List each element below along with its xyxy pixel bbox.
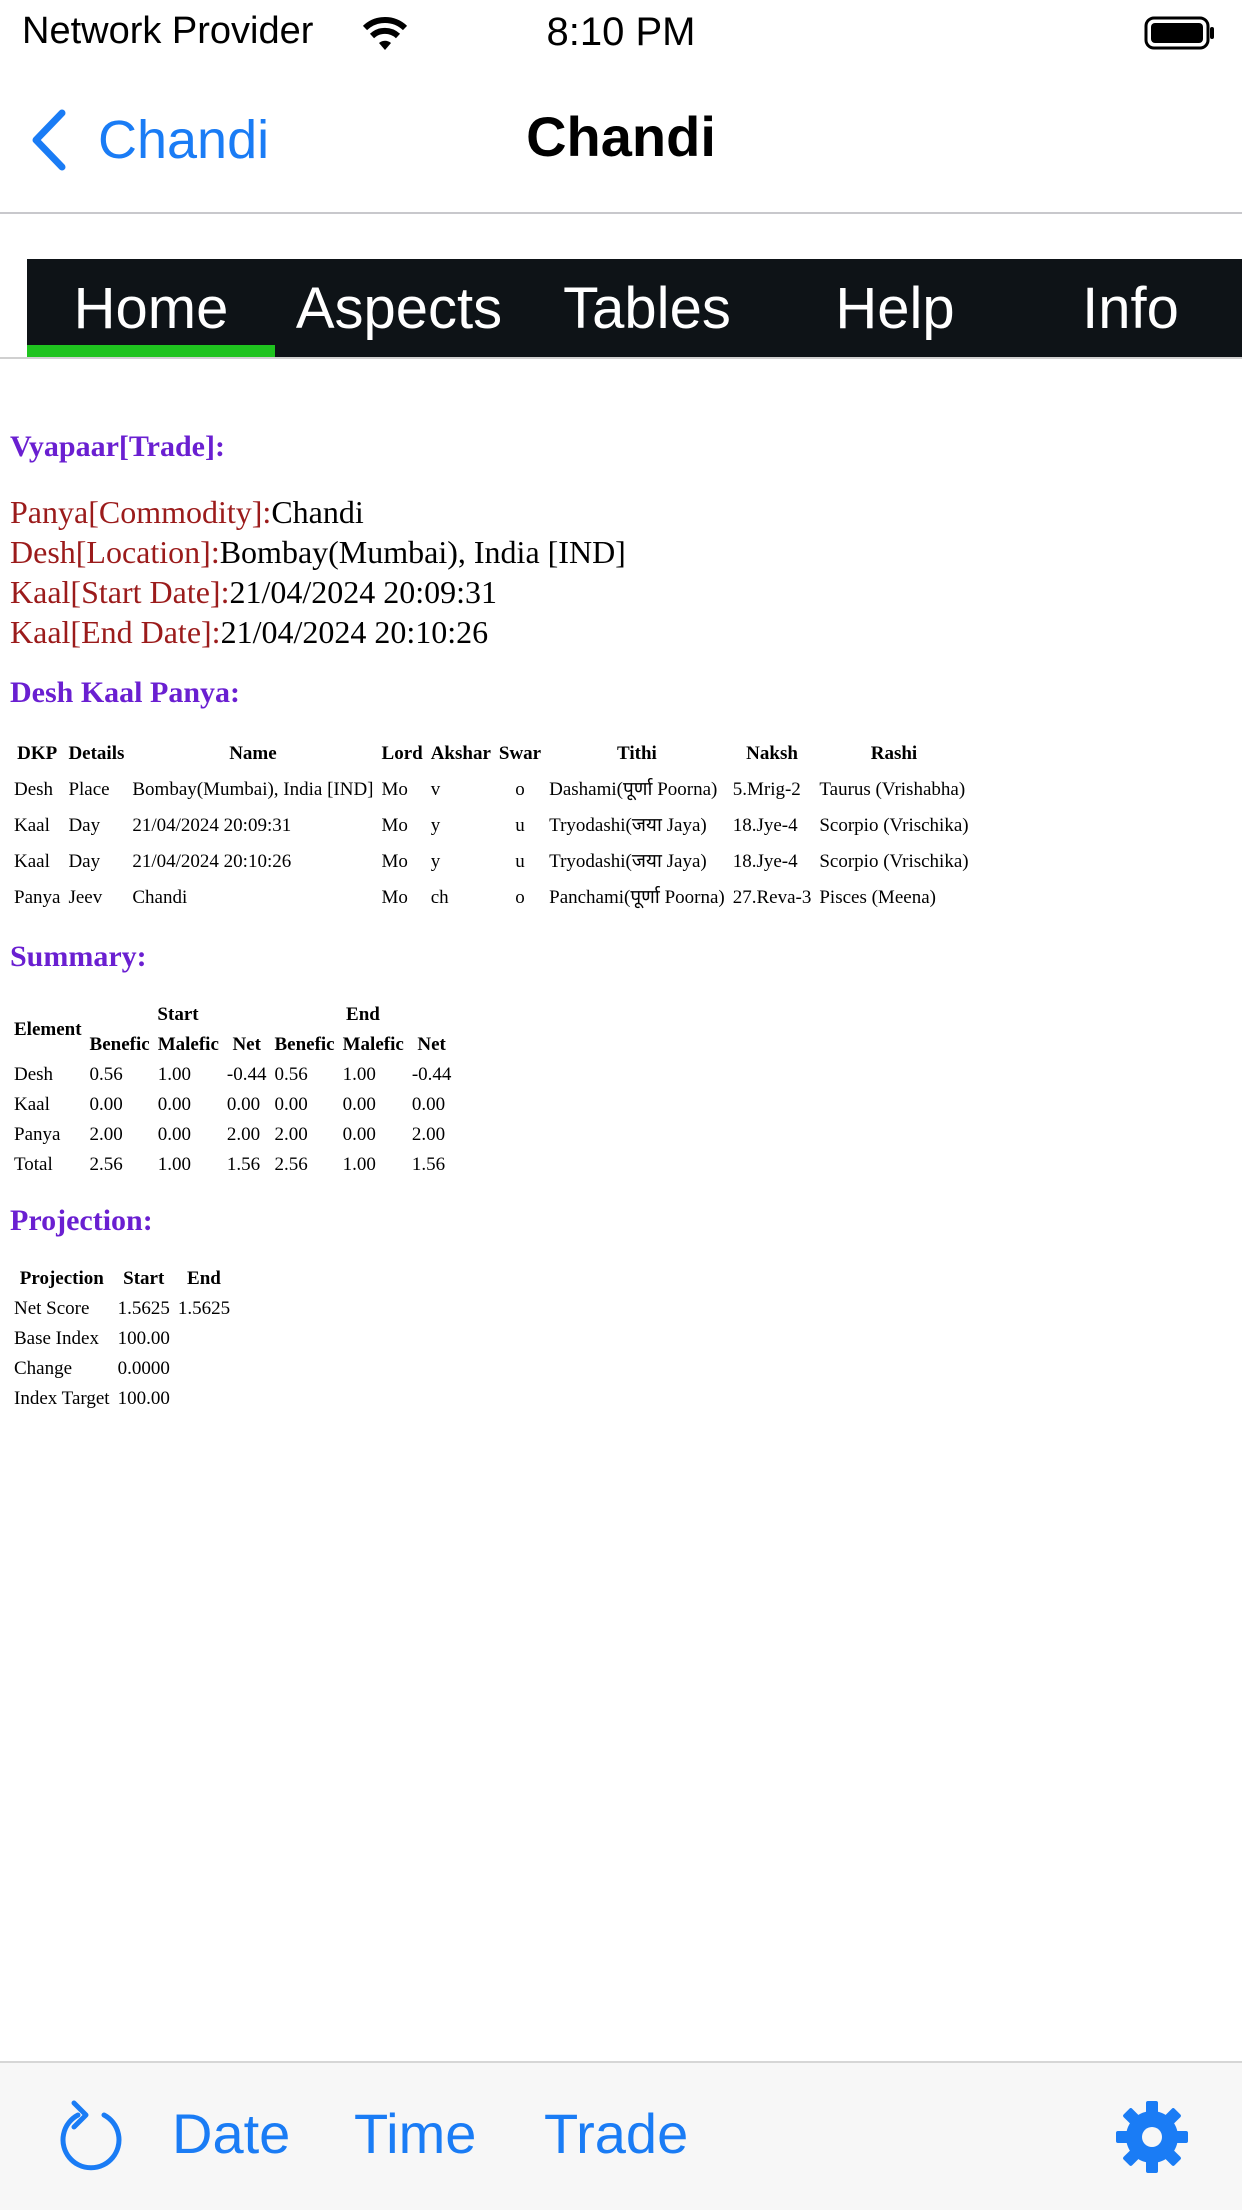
summary-heading: Summary:	[10, 940, 147, 973]
table-cell: Mo	[381, 887, 408, 908]
table-cell: Total	[14, 1154, 53, 1175]
table-cell: Dashami(पूर्णा Poorna)	[549, 779, 718, 800]
table-cell: 100.00	[117, 1328, 170, 1349]
table-cell: Panya	[14, 1124, 61, 1145]
summary-header: End	[346, 1004, 380, 1025]
summary-header: Start	[157, 1004, 199, 1025]
commodity-row	[10, 492, 1230, 532]
table-cell	[174, 1384, 234, 1414]
table-cell: Bombay(Mumbai), India [IND]	[132, 779, 374, 800]
dkp-header: Rashi	[870, 743, 918, 764]
table-cell: 1.5625	[177, 1298, 231, 1319]
end-date-value: 21/04/2024 20:10:26	[220, 614, 489, 650]
report-content	[10, 430, 1230, 1414]
table-cell: 21/04/2024 20:10:26	[132, 851, 292, 872]
table-cell: 27.Reva-3	[732, 887, 812, 908]
dkp-header: Swar	[498, 743, 542, 764]
time-button[interactable]: Time	[354, 2102, 477, 2165]
dkp-heading: Desh Kaal Panya:	[10, 676, 241, 709]
table-cell: 1.00	[157, 1154, 191, 1175]
table-cell: y	[430, 851, 441, 872]
table-row	[10, 1120, 455, 1150]
table-cell: 2.00	[411, 1124, 446, 1145]
table-row	[10, 1150, 455, 1180]
dkp-header: Naksh	[746, 743, 798, 764]
table-cell: 21/04/2024 20:09:31	[132, 815, 292, 836]
tab-bar	[27, 259, 1242, 357]
table-row	[10, 880, 973, 916]
status-bar	[0, 0, 1242, 68]
table-cell: 1.5625	[117, 1298, 170, 1319]
table-cell: 2.00	[274, 1124, 308, 1145]
projection-heading: Projection:	[10, 1204, 153, 1237]
tab-aspects[interactable]: Aspects	[295, 276, 503, 341]
table-cell: Desh	[14, 1064, 54, 1085]
table-cell: Scorpio (Vrischika)	[819, 851, 969, 872]
table-cell: 5.Mrig-2	[732, 779, 801, 800]
table-row	[10, 1324, 234, 1354]
table-cell: 1.56	[226, 1154, 261, 1175]
table-cell: Place	[68, 779, 110, 800]
table-cell: Index Target	[14, 1388, 110, 1409]
table-cell: 0.00	[226, 1094, 261, 1115]
table-cell: v	[430, 779, 441, 800]
table-cell: 2.00	[89, 1124, 123, 1145]
table-cell: 1.00	[342, 1064, 376, 1085]
table-cell: Mo	[381, 779, 408, 800]
location-value: Bombay(Mumbai), India [IND]	[219, 534, 626, 570]
table-cell: Day	[68, 815, 101, 836]
table-cell: 0.00	[274, 1094, 308, 1115]
table-cell: 0.00	[89, 1094, 123, 1115]
dkp-header: Lord	[381, 743, 423, 764]
projection-header: Start	[123, 1268, 165, 1289]
tab-help[interactable]: Help	[835, 276, 955, 341]
start-date-row	[10, 572, 1230, 612]
location-row	[10, 532, 1230, 572]
table-cell: Jeev	[68, 887, 103, 908]
table-cell: 1.56	[411, 1154, 446, 1175]
table-cell: 2.56	[274, 1154, 308, 1175]
table-row	[10, 808, 973, 844]
table-cell: 0.00	[157, 1094, 191, 1115]
table-cell: Net Score	[14, 1298, 90, 1319]
tab-tables[interactable]: Tables	[563, 276, 731, 341]
table-cell: o	[515, 779, 525, 800]
table-cell: Base Index	[14, 1328, 99, 1349]
table-cell: 0.00	[411, 1094, 446, 1115]
summary-subheader: Net	[417, 1034, 446, 1055]
trade-heading: Vyapaar[Trade]:	[10, 430, 225, 463]
table-row	[10, 1354, 234, 1384]
carrier-name: Network Provider	[22, 10, 314, 52]
table-cell: Mo	[381, 815, 408, 836]
table-cell: o	[515, 887, 525, 908]
commodity-value: Chandi	[271, 494, 364, 530]
table-cell: -0.44	[411, 1064, 452, 1085]
table-cell: u	[515, 815, 525, 836]
summary-subheader: Benefic	[89, 1034, 150, 1055]
summary-table	[10, 1000, 455, 1180]
table-cell: 1.00	[342, 1154, 376, 1175]
table-cell: Day	[68, 851, 101, 872]
table-cell: Kaal	[14, 1094, 50, 1115]
table-cell: 100.00	[117, 1388, 170, 1409]
commodity-label: Panya[Commodity]:	[10, 494, 272, 530]
table-cell: Scorpio (Vrischika)	[819, 815, 969, 836]
table-cell	[174, 1324, 234, 1354]
refresh-icon[interactable]	[56, 2097, 126, 2177]
summary-subheader: Malefic	[157, 1034, 219, 1055]
gear-icon[interactable]	[1114, 2099, 1190, 2175]
summary-header: Element	[14, 1019, 82, 1040]
dkp-table	[10, 736, 973, 916]
summary-subheader: Malefic	[342, 1034, 404, 1055]
table-row	[10, 772, 973, 808]
table-cell: Tryodashi(जया Jaya)	[549, 851, 707, 872]
table-row	[10, 844, 973, 880]
table-cell: Change	[14, 1358, 73, 1379]
dkp-header: Akshar	[430, 743, 491, 764]
dkp-header: DKP	[17, 743, 58, 764]
summary-subheader: Benefic	[274, 1034, 335, 1055]
status-time: 8:10 PM	[546, 10, 696, 54]
table-cell: 0.0000	[117, 1358, 170, 1379]
summary-subheader: Net	[232, 1034, 261, 1055]
page-title: Chandi	[526, 105, 716, 168]
back-label: Chandi	[98, 110, 270, 170]
date-button[interactable]: Date	[172, 2102, 291, 2165]
end-date-row	[10, 612, 1230, 652]
table-cell: u	[515, 851, 525, 872]
trade-button[interactable]: Trade	[544, 2102, 689, 2165]
table-cell: 0.00	[342, 1094, 376, 1115]
table-row	[10, 1384, 234, 1414]
dkp-header: Details	[68, 743, 125, 764]
projection-table	[10, 1264, 234, 1414]
start-date-label: Kaal[Start Date]:	[10, 574, 230, 610]
bottom-toolbar	[0, 2061, 1242, 2210]
table-cell: -0.44	[226, 1064, 267, 1085]
location-label: Desh[Location]:	[10, 534, 220, 570]
battery-icon	[1144, 16, 1216, 50]
table-cell: ch	[430, 887, 449, 908]
table-cell: Panya	[14, 887, 61, 908]
table-cell: 18.Jye-4	[732, 851, 798, 872]
table-cell: Kaal	[14, 815, 50, 836]
projection-header: End	[187, 1268, 221, 1289]
end-date-label: Kaal[End Date]:	[10, 614, 221, 650]
tab-info[interactable]: Info	[1082, 276, 1179, 341]
start-date-value: 21/04/2024 20:09:31	[229, 574, 498, 610]
navigation-bar	[0, 68, 1242, 214]
dkp-header: Tithi	[617, 743, 657, 764]
table-cell: 1.00	[157, 1064, 191, 1085]
table-cell: Mo	[381, 851, 408, 872]
table-cell: 0.00	[342, 1124, 376, 1145]
table-cell: Pisces (Meena)	[819, 887, 936, 908]
table-cell: 18.Jye-4	[732, 815, 798, 836]
table-cell: Chandi	[132, 887, 188, 908]
table-cell: 2.56	[89, 1154, 123, 1175]
table-cell: y	[430, 815, 441, 836]
tab-divider	[0, 357, 1242, 359]
projection-header: Projection	[19, 1268, 104, 1289]
table-cell: 2.00	[226, 1124, 261, 1145]
dkp-header: Name	[229, 743, 277, 764]
table-row	[10, 1090, 455, 1120]
table-cell: 0.00	[157, 1124, 191, 1145]
table-cell: 0.56	[89, 1064, 123, 1085]
tab-home[interactable]: Home	[27, 259, 275, 357]
table-cell	[174, 1354, 234, 1384]
table-row	[10, 1294, 234, 1324]
table-cell: Kaal	[14, 851, 50, 872]
table-cell: Desh	[14, 779, 54, 800]
table-cell: Tryodashi(जया Jaya)	[549, 815, 707, 836]
table-cell: 0.56	[274, 1064, 308, 1085]
table-cell: Panchami(पूर्णा Poorna)	[549, 887, 725, 908]
table-row	[10, 1060, 455, 1090]
table-cell: Taurus (Vrishabha)	[819, 779, 966, 800]
